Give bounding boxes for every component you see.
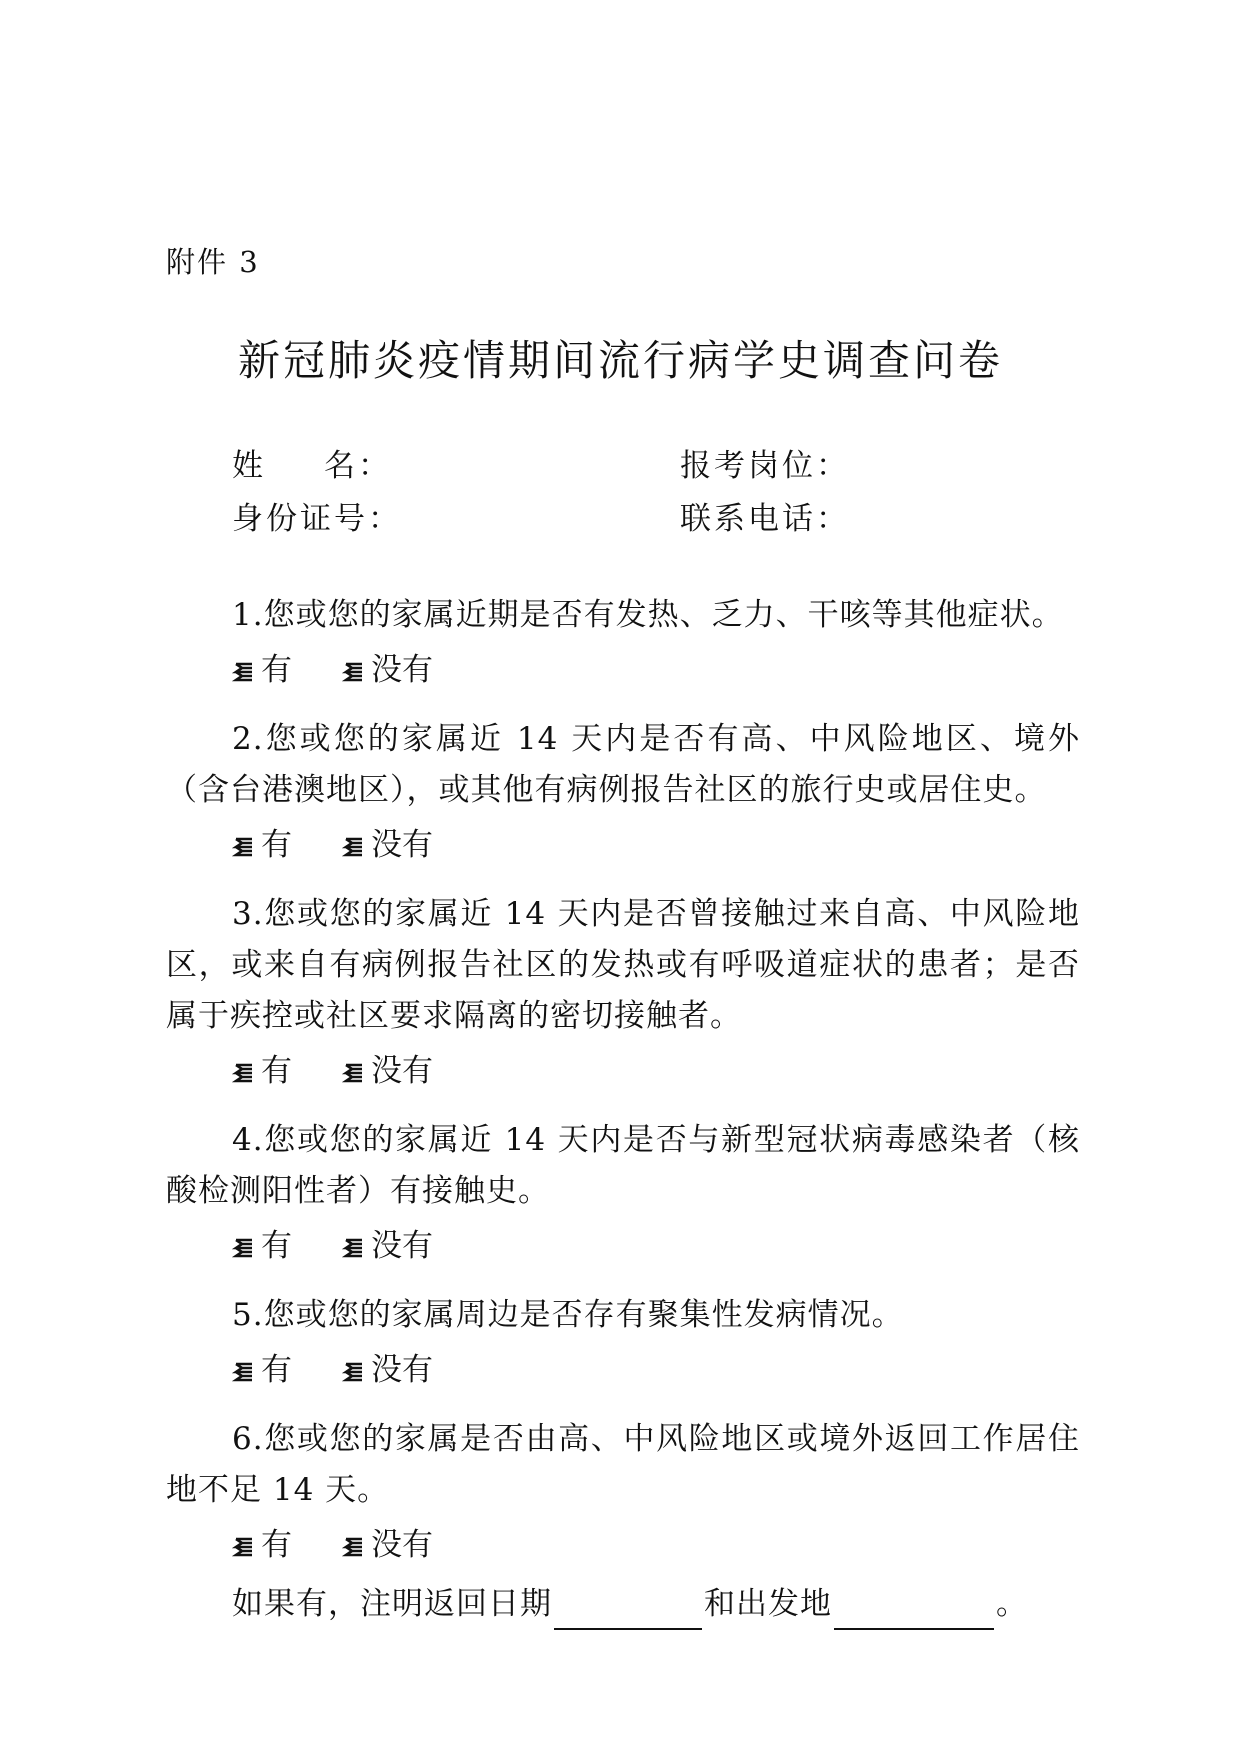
option-no-label: 没有 xyxy=(371,1352,433,1388)
option-no[interactable] xyxy=(342,820,433,871)
option-no-label: 没有 xyxy=(371,1053,433,1089)
option-yes-label: 有 xyxy=(261,1352,292,1388)
followup-line xyxy=(166,1579,1080,1630)
question-item xyxy=(166,714,1080,871)
question-item xyxy=(166,1414,1080,1571)
question-text: 5.您或您的家属周边是否存有聚集性发病情况。 xyxy=(232,1297,904,1333)
checkbox-icon xyxy=(342,1361,368,1383)
checkbox-icon xyxy=(342,1062,368,1084)
checkbox-icon xyxy=(342,661,368,683)
answer-options xyxy=(166,645,1080,696)
position-field: 报考岗位： xyxy=(680,448,850,484)
name-label-first: 姓 xyxy=(232,448,266,484)
option-yes-label: 有 xyxy=(261,1053,292,1089)
followup-text-1: 如果有，注明返回日期 xyxy=(232,1586,552,1622)
question-text: 6.您或您的家属是否由高、中风险地区或境外返回工作居住地不足 14 天。 xyxy=(166,1421,1080,1508)
answer-options xyxy=(166,1046,1080,1097)
option-no[interactable] xyxy=(342,1221,433,1272)
name-label-second: 名： xyxy=(324,448,392,484)
option-no-label: 没有 xyxy=(371,827,433,863)
option-no[interactable] xyxy=(342,645,433,696)
answer-options xyxy=(166,1221,1080,1272)
option-yes[interactable] xyxy=(232,645,292,696)
checkbox-icon xyxy=(232,1062,258,1084)
checkbox-icon xyxy=(342,1237,368,1259)
option-no[interactable] xyxy=(342,1520,433,1571)
checkbox-icon xyxy=(232,1361,258,1383)
question-text: 2.您或您的家属近 14 天内是否有高、中风险地区、境外（含台港澳地区），或其他有病例报告社区的旅行史或居住史。 xyxy=(166,721,1080,808)
return-date-blank[interactable] xyxy=(554,1594,702,1630)
question-item xyxy=(166,889,1080,1097)
checkbox-icon xyxy=(232,1237,258,1259)
answer-options xyxy=(166,820,1080,871)
question-list xyxy=(166,590,1080,1630)
question-text: 4.您或您的家属近 14 天内是否与新型冠状病毒感染者（核酸检测阳性者）有接触史。 xyxy=(166,1122,1080,1209)
option-yes[interactable] xyxy=(232,1520,292,1571)
option-yes-label: 有 xyxy=(261,652,292,688)
option-no-label: 没有 xyxy=(371,1228,433,1264)
option-yes-label: 有 xyxy=(261,1527,292,1563)
checkbox-icon xyxy=(232,836,258,858)
followup-text-2: 和出发地 xyxy=(704,1586,832,1622)
followup-text-3: 。 xyxy=(996,1586,1028,1622)
checkbox-icon xyxy=(232,661,258,683)
question-item xyxy=(166,1115,1080,1272)
option-yes-label: 有 xyxy=(261,827,292,863)
question-text: 3.您或您的家属近 14 天内是否曾接触过来自高、中风险地区，或来自有病例报告社区的发热或有呼吸道症状的患者；是否属于疾控或社区要求隔离的密切接触者。 xyxy=(166,896,1080,1034)
id-number-field: 身份证号： xyxy=(232,501,402,537)
page-title: 新冠肺炎疫情期间流行病学史调查问卷 xyxy=(237,336,1003,385)
option-yes[interactable] xyxy=(232,1221,292,1272)
option-no-label: 没有 xyxy=(371,652,433,688)
departure-place-blank[interactable] xyxy=(834,1594,994,1630)
answer-options xyxy=(166,1345,1080,1396)
checkbox-icon xyxy=(232,1536,258,1558)
option-no-label: 没有 xyxy=(371,1527,433,1563)
question-item xyxy=(166,590,1080,696)
annex-label: 附件 3 xyxy=(166,245,260,279)
name-field xyxy=(232,440,392,485)
option-yes[interactable] xyxy=(232,1046,292,1097)
answer-options xyxy=(166,1520,1080,1571)
checkbox-icon xyxy=(342,1536,368,1558)
phone-field: 联系电话： xyxy=(680,501,850,537)
question-text: 1.您或您的家属近期是否有发热、乏力、干咳等其他症状。 xyxy=(232,597,1064,633)
option-yes[interactable] xyxy=(232,820,292,871)
option-no[interactable] xyxy=(342,1046,433,1097)
question-item xyxy=(166,1290,1080,1396)
checkbox-icon xyxy=(342,836,368,858)
option-yes-label: 有 xyxy=(261,1228,292,1264)
option-yes[interactable] xyxy=(232,1345,292,1396)
option-no[interactable] xyxy=(342,1345,433,1396)
